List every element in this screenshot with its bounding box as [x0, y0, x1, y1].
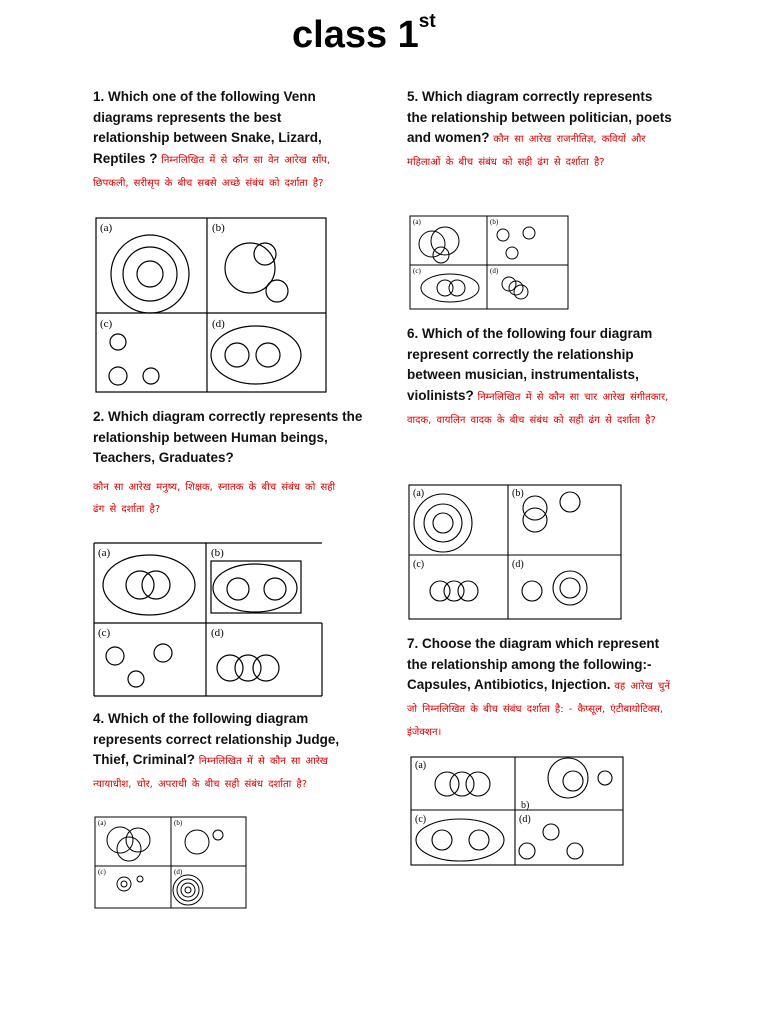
question-7-diagram [410, 756, 624, 866]
question-7 [407, 634, 679, 744]
q6-label-b: (b) [512, 488, 524, 499]
q5-label-c: (c) [413, 267, 421, 275]
q2-label-b: (b) [211, 547, 224, 559]
q4-label-b: (b) [174, 819, 183, 827]
question-1 [93, 87, 348, 195]
q7-label-d: (d) [519, 814, 531, 825]
q5-label-a: (a) [413, 218, 421, 226]
question-2-hindi: कौन सा आरेख मनुष्य, शिक्षक, स्नातक के बीच संबंध को सही ढंग से दर्शाता है? [93, 481, 336, 515]
question-7-hindi: वह आरेख चुनें जो निम्नलिखित के बीच संबंध दर्शाता है: - कैप्सूल, एंटीबायोटिक्स, इंजेक्शन। [407, 681, 670, 738]
question-2 [93, 407, 363, 521]
question-4-diagram [94, 816, 247, 909]
question-2-diagram [93, 542, 323, 698]
q2-label-a: (a) [98, 547, 111, 559]
q1-label-a: (a) [100, 222, 113, 234]
question-7-text: 7. Choose the diagram which represent the relationship among the following:- Capsules, Antibiotics, Injection. [407, 636, 660, 692]
question-6 [407, 324, 675, 432]
q4-label-a: (a) [98, 819, 106, 827]
question-4-hindi: निम्नलिखित में से कौन सा आरेख न्यायाधीश, चोर, अपराधी के बीच सही संबंध दर्शाता है? [93, 756, 328, 790]
question-6-diagram [408, 484, 622, 620]
question-5-diagram [409, 215, 569, 310]
question-1-diagram [95, 217, 327, 393]
q7-label-a: (a) [415, 760, 427, 771]
question-6-hindi: निम्नलिखित में से कौन सा चार आरेख संगीतकार, वादक, वायलिन वादक के बीच संबंध को सही ढंग से दर्शाता है? [407, 391, 669, 426]
question-2-text: 2. Which diagram correctly represents the relationship between Human beings, Teachers, Graduates? [93, 409, 363, 465]
q5-label-b: (b) [490, 218, 499, 226]
q5-label-d: (d) [490, 267, 499, 275]
question-5-text: 5. Which diagram correctly represents the relationship between politician, poets and women? [407, 89, 672, 145]
question-6-text: 6. Which of the following four diagram represent correctly the relationship between musician, instrumentalists, violinists? [407, 326, 653, 403]
q4-label-c: (c) [98, 868, 106, 876]
q2-label-c: (c) [98, 627, 111, 639]
q6-label-a: (a) [413, 488, 425, 499]
question-1-hindi: निम्नलिखित में से कौन सा वेन आरेख साँप, छिपकली, सरीसृप के बीच सबसे अच्छे संबंध को दर्शाता है? [93, 154, 331, 189]
question-1-text: 1. Which one of the following Venn diagrams represents the best relationship between Snake, Lizard, Reptiles ? [93, 89, 322, 166]
q4-label-d: (d) [174, 868, 183, 876]
q1-label-b: (b) [212, 222, 225, 234]
q6-label-d: (d) [512, 559, 524, 570]
q2-label-d: (d) [211, 627, 224, 639]
question-4 [93, 709, 368, 796]
q6-label-c: (c) [413, 559, 425, 570]
q1-label-c: (c) [100, 318, 113, 330]
page-title: class 1st [292, 11, 436, 56]
q1-label-d: (d) [212, 318, 225, 330]
question-5-hindi: कौन सा आरेख राजनीतिज्ञ, कवियों और महिलाओं के बीच संबंध को सही ढंग से दर्शाता है? [407, 134, 646, 168]
q7-label-b: b) [521, 800, 530, 811]
q7-label-c: (c) [415, 814, 427, 825]
question-4-text: 4. Which of the following diagram represents correct relationship Judge, Thief, Criminal? [93, 711, 340, 767]
question-5 [407, 87, 675, 174]
